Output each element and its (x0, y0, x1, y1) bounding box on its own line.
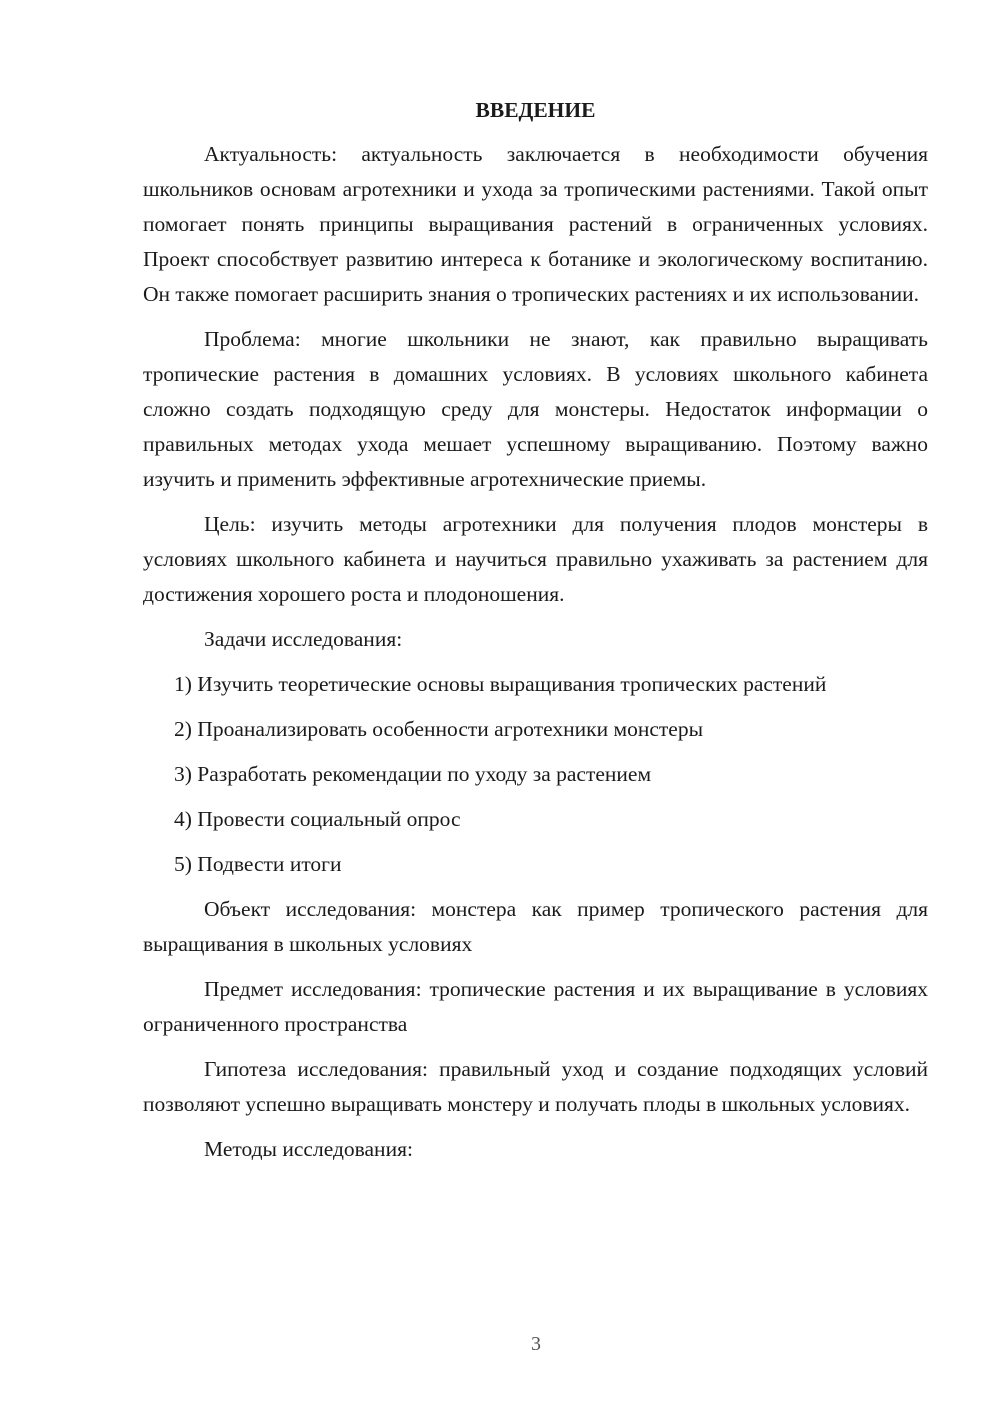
methods-heading: Методы исследования: (204, 1137, 413, 1161)
object-paragraph: Объект исследования: монстера как пример тропического растения для выращивания в школьных условиях (143, 897, 928, 956)
document-page (143, 95, 928, 1177)
page-title: ВВЕДЕНИЕ (475, 98, 596, 122)
list-item-text: Подвести итоги (197, 852, 342, 876)
list-item-text: Проанализировать особенности агротехники монстеры (197, 717, 704, 741)
tasks-list (143, 667, 928, 882)
list-item-number: 4) (174, 807, 192, 831)
list-item-number: 3) (174, 762, 192, 786)
tasks-heading: Задачи исследования: (204, 627, 403, 651)
list-item-text: Изучить теоретические основы выращивания тропических растений (197, 672, 827, 696)
list-item (143, 757, 928, 792)
list-item (143, 802, 928, 837)
list-item-text: Провести социальный опрос (197, 807, 461, 831)
list-item (143, 667, 928, 702)
list-item-number: 1) (174, 672, 192, 696)
hypothesis-paragraph: Гипотеза исследования: правильный уход и создание подходящих условий позволяют успешно выращивать монстеру и получать плоды в школьных условиях. (143, 1057, 928, 1116)
list-item (143, 847, 928, 882)
goal-paragraph: Цель: изучить методы агротехники для получения плодов монстеры в условиях школьного кабинета и научиться правильно ухаживать за растением для достижения хорошего роста и плодоношения. (143, 512, 928, 606)
list-item-number: 5) (174, 852, 192, 876)
list-item-number: 2) (174, 717, 192, 741)
subject-paragraph: Предмет исследования: тропические растения и их выращивание в условиях ограниченного пространства (143, 977, 928, 1036)
relevance-paragraph: Актуальность: актуальность заключается в необходимости обучения школьников основам агротехники и ухода за тропическими растениями. Такой опыт помогает понять принципы выращивания растений в ограниченных условиях. Проект способствует развитию интереса к ботанике и экологическому воспитанию. Он также помогает расширить знания о тропических растениях и их использовании. (143, 142, 928, 306)
problem-paragraph: Проблема: многие школьники не знают, как правильно выращивать тропические растения в домашних условиях. В условиях школьного кабинета сложно создать подходящую среду для монстеры. Недостаток информации о правильных методах ухода мешает успешному выращиванию. Поэтому важно изучить и применить эффективные агротехнические приемы. (143, 327, 928, 491)
page-number: 3 (531, 1333, 541, 1355)
list-item (143, 712, 928, 747)
list-item-text: Разработать рекомендации по уходу за растением (197, 762, 652, 786)
